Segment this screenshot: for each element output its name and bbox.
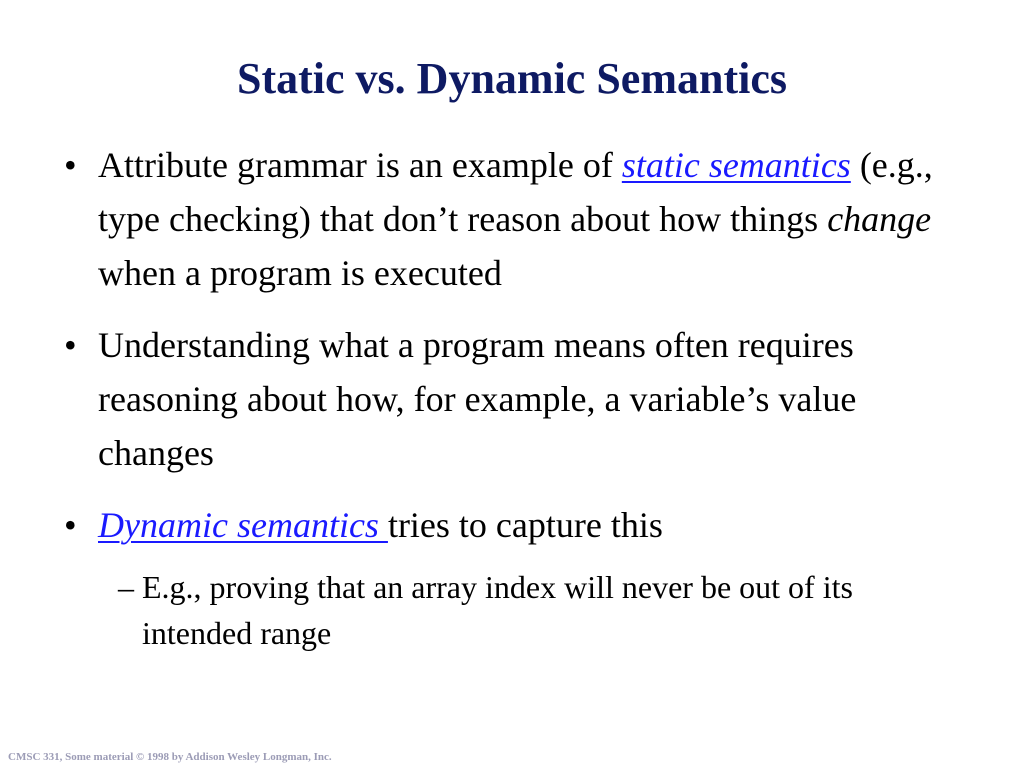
sub-bullet-array-index bbox=[64, 564, 964, 656]
bullet-text: tries to capture this bbox=[387, 505, 663, 545]
bullet-dynamic-semantics bbox=[64, 498, 964, 552]
bullet-list bbox=[64, 138, 964, 656]
bullet-attribute-grammar bbox=[64, 138, 964, 300]
sub-bullet-text: E.g., proving that an array index will never be out of its intended range bbox=[142, 569, 853, 651]
bullet-marker: • bbox=[64, 505, 77, 545]
bullet-text: Understanding what a program means often requires reasoning about how, for example, a variable’s value changes bbox=[98, 325, 857, 473]
dynamic-semantics-link[interactable]: Dynamic semantics bbox=[98, 505, 388, 545]
bullet-marker: • bbox=[64, 325, 77, 365]
bullet-understanding bbox=[64, 318, 964, 480]
slide-footer: CMSC 331, Some material © 1998 by Addison Wesley Longman, Inc. bbox=[8, 751, 332, 763]
bullet-text: when a program is executed bbox=[98, 253, 502, 293]
sub-bullet-marker: – bbox=[118, 569, 134, 605]
bullet-text: (e.g., type checking) that don’t reason about how things bbox=[98, 145, 933, 239]
bullet-text: Attribute grammar is an example of bbox=[98, 145, 622, 185]
emphasis-change: change bbox=[827, 199, 932, 239]
static-semantics-link[interactable]: static semantics bbox=[621, 145, 851, 185]
bullet-marker: • bbox=[64, 145, 77, 185]
slide-title: Static vs. Dynamic Semantics bbox=[237, 54, 787, 103]
